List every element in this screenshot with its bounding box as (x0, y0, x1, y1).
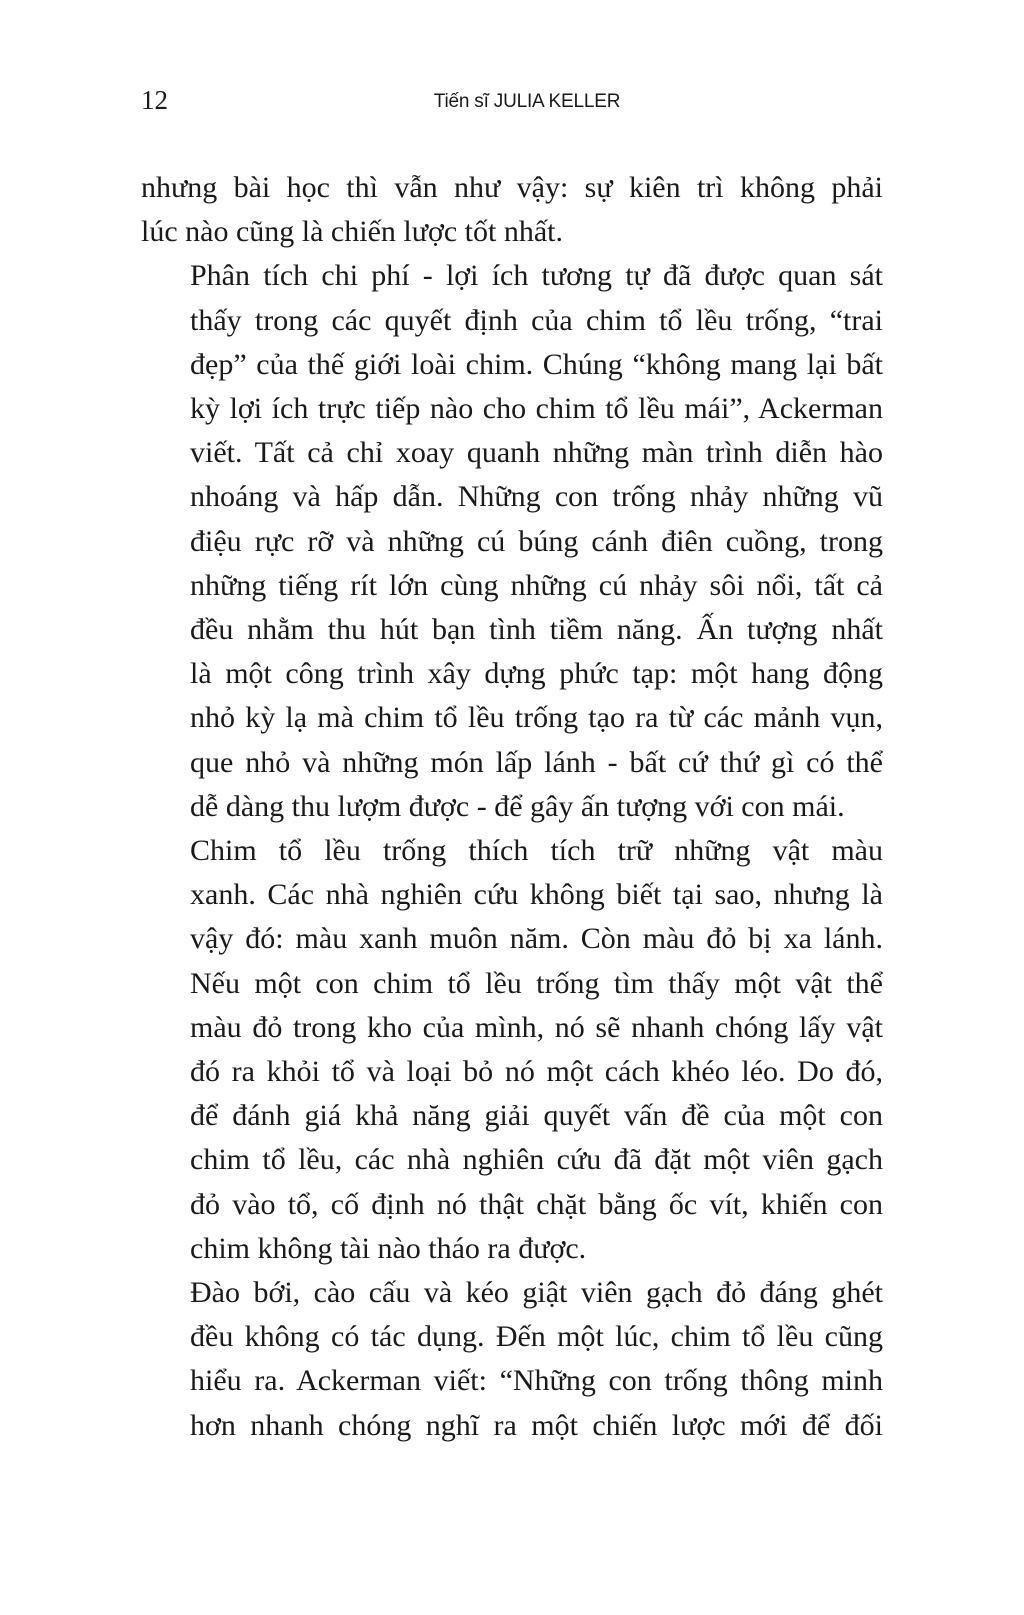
text-line: điệu rực rỡ và những cú búng cánh điên cuồng, trong (190, 524, 883, 558)
text-line: xanh. Các nhà nghiên cứu không biết tại sao, nhưng là (190, 878, 883, 912)
text-line: đều nhằm thu hút bạn tình tiềm năng. Ấn tượng nhất (190, 613, 883, 647)
paragraph-3 (141, 829, 883, 1271)
page-header (0, 82, 1024, 122)
text-line: đẹp” của thế giới loài chim. Chúng “không mang lại bất (190, 347, 883, 381)
running-head-author: JULIA KELLER (493, 91, 621, 112)
body-text (141, 166, 883, 1448)
text-line: đỏ vào tổ, cố định nó thật chặt bằng ốc vít, khiến con (190, 1187, 883, 1221)
running-head (0, 88, 1024, 116)
text-line: chim tổ lều, các nhà nghiên cứu đã đặt một viên gạch (190, 1143, 883, 1177)
paragraph-4 (141, 1271, 883, 1448)
text-line: để đánh giá khả năng giải quyết vấn đề của một con (190, 1099, 883, 1133)
text-line: Nếu một con chim tổ lều trống tìm thấy một vật thể (190, 966, 883, 1000)
text-line: nhỏ kỳ lạ mà chim tổ lều trống tạo ra từ các mảnh vụn, (190, 701, 883, 735)
page-number: 12 (141, 85, 168, 115)
text-line: là một công trình xây dựng phức tạp: một hang động (190, 657, 883, 691)
text-line: hiểu ra. Ackerman viết: “Những con trống thông minh (190, 1364, 883, 1398)
text-line: que nhỏ và những món lấp lánh - bất cứ thứ gì có thể (190, 745, 883, 779)
text-line: những tiếng rít lớn cùng những cú nhảy sôi nổi, tất cả (190, 568, 883, 602)
text-line: vậy đó: màu xanh muôn năm. Còn màu đỏ bị xa lánh. (190, 922, 883, 956)
text-line: lúc nào cũng là chiến lược tốt nhất. (141, 215, 563, 249)
text-line: chim không tài nào tháo ra được. (190, 1231, 587, 1265)
text-line: hơn nhanh chóng nghĩ ra một chiến lược mới để đối (190, 1408, 883, 1442)
text-line: Đào bới, cào cấu và kéo giật viên gạch đỏ đáng ghét (190, 1276, 883, 1310)
text-line: Chim tổ lều trống thích tích trữ những vật màu (190, 834, 883, 868)
text-line: màu đỏ trong kho của mình, nó sẽ nhanh chóng lấy vật (190, 1010, 883, 1044)
running-head-prefix: Tiến sĩ (433, 91, 489, 112)
paragraph-2 (141, 254, 883, 829)
text-line: dễ dàng thu lượm được - để gây ấn tượng với con mái. (190, 789, 845, 823)
text-line: thấy trong các quyết định của chim tổ lều trống, “trai (190, 303, 883, 337)
text-line: viết. Tất cả chỉ xoay quanh những màn trình diễn hào (190, 436, 883, 470)
text-line: nhưng bài học thì vẫn như vậy: sự kiên trì không phải (141, 171, 883, 204)
text-line: đó ra khỏi tổ và loại bỏ nó một cách khéo léo. Do đó, (190, 1055, 883, 1089)
text-line: đều không có tác dụng. Đến một lúc, chim tổ lều cũng (190, 1320, 883, 1354)
text-line: nhoáng và hấp dẫn. Những con trống nhảy những vũ (190, 480, 883, 514)
paragraph-1 (141, 166, 883, 254)
text-line: kỳ lợi ích trực tiếp nào cho chim tổ lều mái”, Ackerman (190, 392, 883, 426)
text-line: Phân tích chi phí - lợi ích tương tự đã được quan sát (190, 259, 883, 293)
